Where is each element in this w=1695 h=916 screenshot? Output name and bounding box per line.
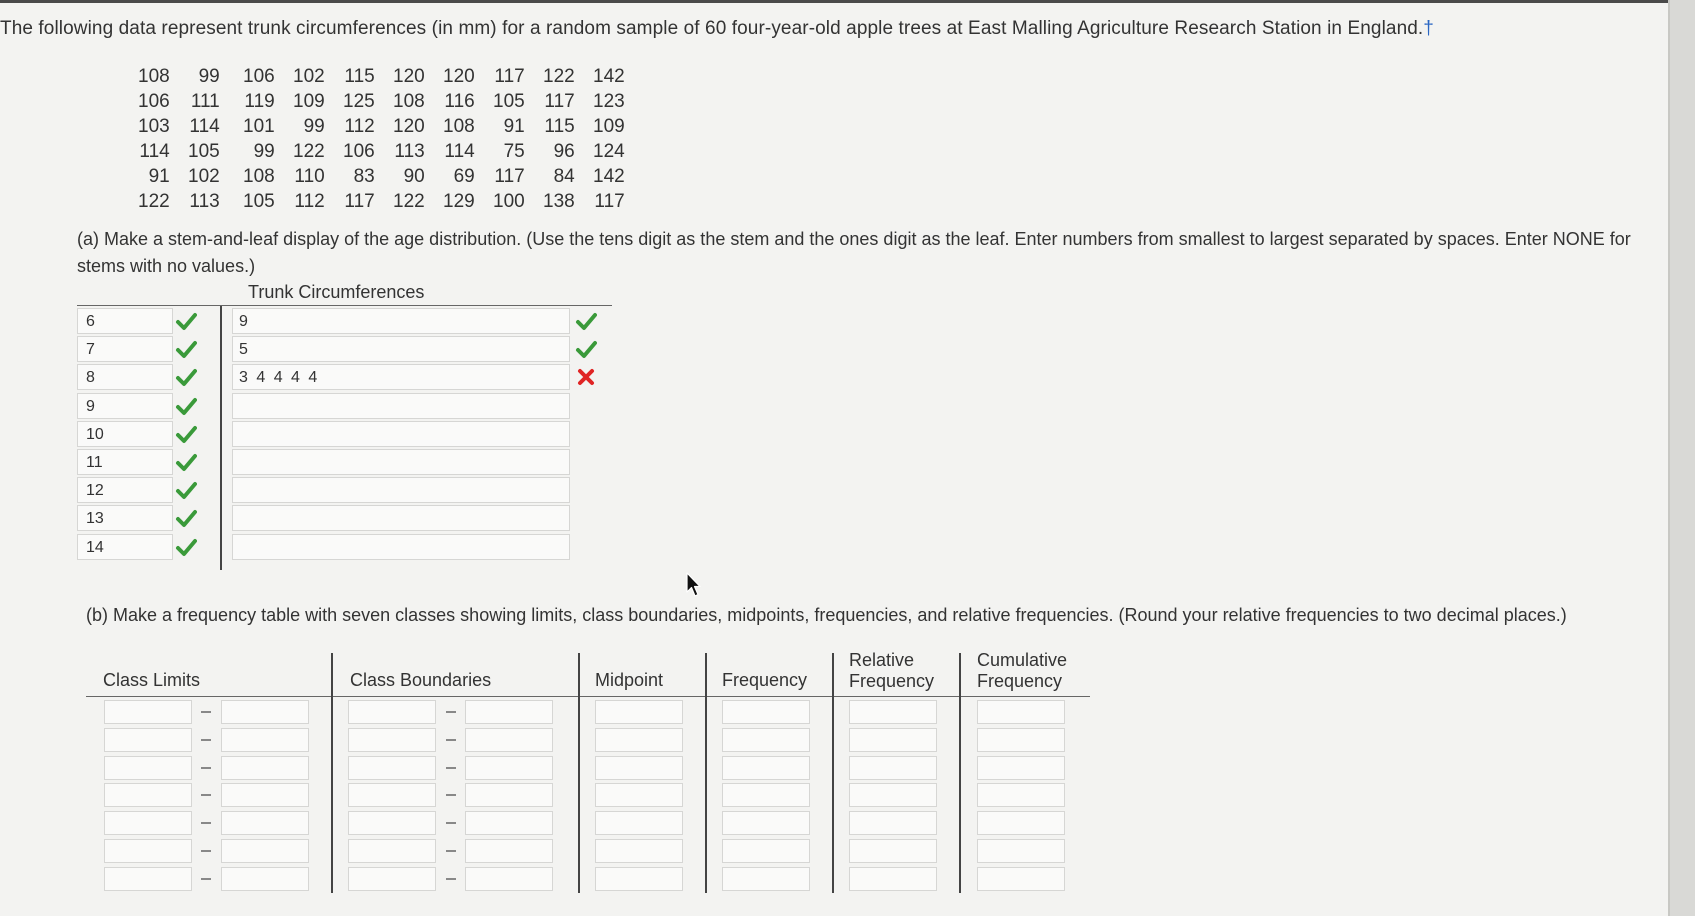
- frequency-input[interactable]: [722, 839, 810, 863]
- stem-leaf-row: [77, 534, 637, 562]
- frequency-input[interactable]: [722, 867, 810, 891]
- data-cell: 108: [393, 90, 425, 112]
- data-cell: 75: [503, 140, 525, 162]
- data-cell: 117: [494, 65, 525, 87]
- stem-leaf-title: Trunk Circumferences: [248, 282, 425, 302]
- data-cell: 110: [294, 165, 325, 187]
- stem-leaf-row: [77, 505, 637, 533]
- cumulative-frequency-input[interactable]: [977, 756, 1065, 780]
- data-cell: 125: [343, 90, 375, 112]
- data-table-row: [138, 139, 625, 164]
- data-cell: 117: [594, 190, 625, 212]
- frequency-input[interactable]: [722, 811, 810, 835]
- stem-input[interactable]: 10: [77, 421, 173, 447]
- data-cell: 101: [243, 115, 275, 137]
- header-midpoint: Midpoint: [595, 670, 664, 690]
- check-icon: [175, 395, 197, 417]
- data-cell: 115: [544, 115, 575, 137]
- data-cell: 142: [593, 65, 625, 87]
- header-class-boundaries: Class Boundaries: [350, 670, 492, 690]
- part-a-prompt: (a) Make a stem-and-leaf display of the age distribution. (Use the tens digit as the stem and the ones digit as the leaf. Enter numbers from smallest to largest separated by spaces. Enter NONE for stems with no values.): [77, 229, 1631, 276]
- midpoint-input[interactable]: [595, 867, 683, 891]
- data-cell: 120: [393, 115, 425, 137]
- mouse-cursor-icon: [686, 572, 702, 598]
- data-cell: 117: [344, 190, 375, 212]
- cumulative-frequency-input[interactable]: [977, 867, 1065, 891]
- freq-table-divider: [705, 653, 707, 893]
- data-cell: 105: [493, 90, 525, 112]
- data-cell: 100: [493, 190, 525, 212]
- midpoint-input[interactable]: [595, 756, 683, 780]
- check-icon: [175, 451, 197, 473]
- stem-input[interactable]: 8: [77, 364, 173, 390]
- class-boundary-upper-input[interactable]: [465, 867, 553, 891]
- class-limit-upper-input[interactable]: [221, 867, 309, 891]
- data-cell: 99: [303, 115, 325, 137]
- leaf-input[interactable]: [232, 449, 570, 475]
- relative-frequency-input[interactable]: [849, 867, 937, 891]
- stem-leaf-row: [77, 477, 637, 505]
- class-boundary-upper-input[interactable]: [465, 756, 553, 780]
- data-cell: 122: [293, 140, 325, 162]
- data-cell: 111: [190, 90, 220, 112]
- stem-input[interactable]: 9: [77, 393, 173, 419]
- data-cell: 90: [403, 165, 425, 187]
- check-icon: [175, 507, 197, 529]
- class-limit-upper-input[interactable]: [221, 700, 309, 724]
- class-boundary-lower-input[interactable]: [348, 839, 436, 863]
- class-boundary-upper-input[interactable]: [465, 783, 553, 807]
- class-limit-upper-input[interactable]: [221, 756, 309, 780]
- data-cell: 91: [503, 115, 525, 137]
- header-cumulative-frequency: Cumulative Frequency: [977, 650, 1068, 691]
- class-boundary-lower-input[interactable]: [348, 728, 436, 752]
- data-table-row: [138, 89, 625, 114]
- check-icon: [175, 536, 197, 558]
- range-dash: [446, 850, 456, 852]
- relative-frequency-input[interactable]: [849, 756, 937, 780]
- stem-leaf-row: [77, 336, 637, 364]
- data-cell: 109: [293, 90, 325, 112]
- class-limit-upper-input[interactable]: [221, 728, 309, 752]
- data-cell: 117: [544, 90, 575, 112]
- leaf-input[interactable]: [232, 477, 570, 503]
- data-cell: 105: [243, 190, 275, 212]
- data-cell: 109: [593, 115, 625, 137]
- data-table-row: [138, 114, 625, 139]
- data-cell: 103: [138, 115, 170, 137]
- relative-frequency-input[interactable]: [849, 700, 937, 724]
- data-cell: 129: [443, 190, 475, 212]
- header-frequency: Frequency: [722, 670, 808, 690]
- frequency-input[interactable]: [722, 756, 810, 780]
- relative-frequency-input[interactable]: [849, 783, 937, 807]
- data-cell: 106: [243, 65, 275, 87]
- class-limit-lower-input[interactable]: [104, 867, 192, 891]
- data-cell: 120: [443, 65, 475, 87]
- data-cell: 108: [243, 165, 275, 187]
- relative-frequency-input[interactable]: [849, 811, 937, 835]
- relative-frequency-input[interactable]: [849, 728, 937, 752]
- range-dash: [446, 739, 456, 741]
- data-cell: 119: [244, 90, 275, 112]
- frequency-input[interactable]: [722, 700, 810, 724]
- data-cell: 114: [444, 140, 475, 162]
- page-scroll-gutter: [1668, 0, 1695, 916]
- midpoint-input[interactable]: [595, 811, 683, 835]
- check-icon: [575, 310, 597, 332]
- stem-leaf-row: [77, 449, 637, 477]
- class-limit-lower-input[interactable]: [104, 728, 192, 752]
- midpoint-input[interactable]: [595, 700, 683, 724]
- class-boundary-upper-input[interactable]: [465, 811, 553, 835]
- data-cell: 102: [188, 165, 220, 187]
- data-cell: 123: [593, 90, 625, 112]
- stem-input[interactable]: 6: [77, 308, 173, 334]
- stem-input[interactable]: 14: [77, 534, 173, 560]
- data-cell: 117: [494, 165, 525, 187]
- class-limit-upper-input[interactable]: [221, 783, 309, 807]
- data-cell: 108: [443, 115, 475, 137]
- range-dash: [446, 822, 456, 824]
- freq-table-divider: [959, 653, 961, 893]
- leaf-input[interactable]: 5: [232, 336, 570, 362]
- cumulative-frequency-input[interactable]: [977, 728, 1065, 752]
- leaf-input[interactable]: 3 4 4 4 4: [232, 364, 570, 390]
- class-boundary-lower-input[interactable]: [348, 783, 436, 807]
- class-boundary-lower-input[interactable]: [348, 756, 436, 780]
- leaf-input[interactable]: [232, 505, 570, 531]
- range-dash: [201, 711, 211, 713]
- data-cell: 112: [344, 115, 375, 137]
- frequency-input[interactable]: [722, 783, 810, 807]
- class-boundary-lower-input[interactable]: [348, 700, 436, 724]
- data-table-row: [138, 164, 625, 189]
- data-cell: 105: [188, 140, 220, 162]
- freq-table-divider: [331, 653, 333, 893]
- data-cell: 114: [189, 115, 220, 137]
- data-cell: 120: [393, 65, 425, 87]
- stem-input[interactable]: 7: [77, 336, 173, 362]
- stem-input[interactable]: 12: [77, 477, 173, 503]
- class-limit-lower-input[interactable]: [104, 811, 192, 835]
- class-limit-upper-input[interactable]: [221, 839, 309, 863]
- problem-intro: [0, 18, 1434, 40]
- stem-leaf-header-rule: [77, 305, 612, 306]
- freq-table-divider: [578, 653, 580, 893]
- range-dash: [446, 878, 456, 880]
- data-cell: 84: [553, 165, 575, 187]
- range-dash: [201, 794, 211, 796]
- cumulative-frequency-input[interactable]: [977, 839, 1065, 863]
- stem-leaf-row: [77, 308, 637, 336]
- class-limit-lower-input[interactable]: [104, 783, 192, 807]
- relative-frequency-input[interactable]: [849, 839, 937, 863]
- footnote-link[interactable]: †: [1423, 18, 1434, 39]
- header-relative-frequency: Relative Frequency: [849, 650, 935, 691]
- leaf-input[interactable]: [232, 421, 570, 447]
- header-class-limits: Class Limits: [103, 670, 201, 690]
- data-cell: 108: [138, 65, 170, 87]
- data-cell: 69: [453, 165, 475, 187]
- class-boundary-lower-input[interactable]: [348, 811, 436, 835]
- data-cell: 96: [553, 140, 575, 162]
- frequency-input[interactable]: [722, 728, 810, 752]
- data-cell: 122: [138, 190, 170, 212]
- data-cell: 122: [393, 190, 425, 212]
- class-limit-lower-input[interactable]: [104, 700, 192, 724]
- class-boundary-upper-input[interactable]: [465, 728, 553, 752]
- class-limit-lower-input[interactable]: [104, 756, 192, 780]
- data-table-row: [138, 189, 625, 214]
- cross-icon: [575, 366, 597, 388]
- freq-table-header-rule: [86, 696, 1090, 697]
- window-top-border: [0, 0, 1668, 3]
- data-cell: 114: [139, 140, 170, 162]
- cumulative-frequency-input[interactable]: [977, 811, 1065, 835]
- data-cell: 99: [198, 65, 220, 87]
- class-boundary-upper-input[interactable]: [465, 839, 553, 863]
- class-limit-upper-input[interactable]: [221, 811, 309, 835]
- midpoint-input[interactable]: [595, 839, 683, 863]
- stem-leaf-row: [77, 421, 637, 449]
- range-dash: [446, 711, 456, 713]
- check-icon: [175, 310, 197, 332]
- data-table: [138, 64, 625, 214]
- data-cell: 106: [343, 140, 375, 162]
- data-cell: 142: [593, 165, 625, 187]
- class-boundary-lower-input[interactable]: [348, 867, 436, 891]
- stem-leaf-row: [77, 364, 637, 392]
- cumulative-frequency-input[interactable]: [977, 783, 1065, 807]
- check-icon: [175, 423, 197, 445]
- data-cell: 115: [344, 65, 375, 87]
- data-cell: 138: [543, 190, 575, 212]
- leaf-input[interactable]: [232, 393, 570, 419]
- stem-input[interactable]: 13: [77, 505, 173, 531]
- range-dash: [201, 850, 211, 852]
- midpoint-input[interactable]: [595, 728, 683, 752]
- data-cell: 124: [593, 140, 625, 162]
- data-table-row: [138, 64, 625, 89]
- data-cell: 112: [294, 190, 325, 212]
- range-dash: [201, 822, 211, 824]
- data-cell: 113: [394, 140, 425, 162]
- midpoint-input[interactable]: [595, 783, 683, 807]
- stem-input[interactable]: 11: [77, 449, 173, 475]
- check-icon: [575, 338, 597, 360]
- range-dash: [201, 767, 211, 769]
- stem-leaf-row: [77, 393, 637, 421]
- check-icon: [175, 338, 197, 360]
- data-cell: 102: [293, 65, 325, 87]
- class-boundary-upper-input[interactable]: [465, 700, 553, 724]
- data-cell: 116: [444, 90, 475, 112]
- leaf-input[interactable]: 9: [232, 308, 570, 334]
- check-icon: [175, 366, 197, 388]
- cumulative-frequency-input[interactable]: [977, 700, 1065, 724]
- intro-text: The following data represent trunk circumferences (in mm) for a random sample of 60 four-year-old apple trees at East Malling Agriculture Research Station in England.: [0, 18, 1424, 39]
- data-cell: 122: [543, 65, 575, 87]
- range-dash: [446, 767, 456, 769]
- leaf-input[interactable]: [232, 534, 570, 560]
- freq-table-divider: [832, 653, 834, 893]
- part-b-prompt: (b) Make a frequency table with seven classes showing limits, class boundaries, midpoints, frequencies, and relative frequencies. (Round your relative frequencies to two decimal places.): [86, 605, 1567, 625]
- data-cell: 106: [138, 90, 170, 112]
- range-dash: [201, 739, 211, 741]
- check-icon: [175, 479, 197, 501]
- data-cell: 99: [253, 140, 275, 162]
- data-cell: 91: [148, 165, 170, 187]
- class-limit-lower-input[interactable]: [104, 839, 192, 863]
- range-dash: [446, 794, 456, 796]
- range-dash: [201, 878, 211, 880]
- data-cell: 113: [189, 190, 220, 212]
- data-cell: 83: [353, 165, 375, 187]
